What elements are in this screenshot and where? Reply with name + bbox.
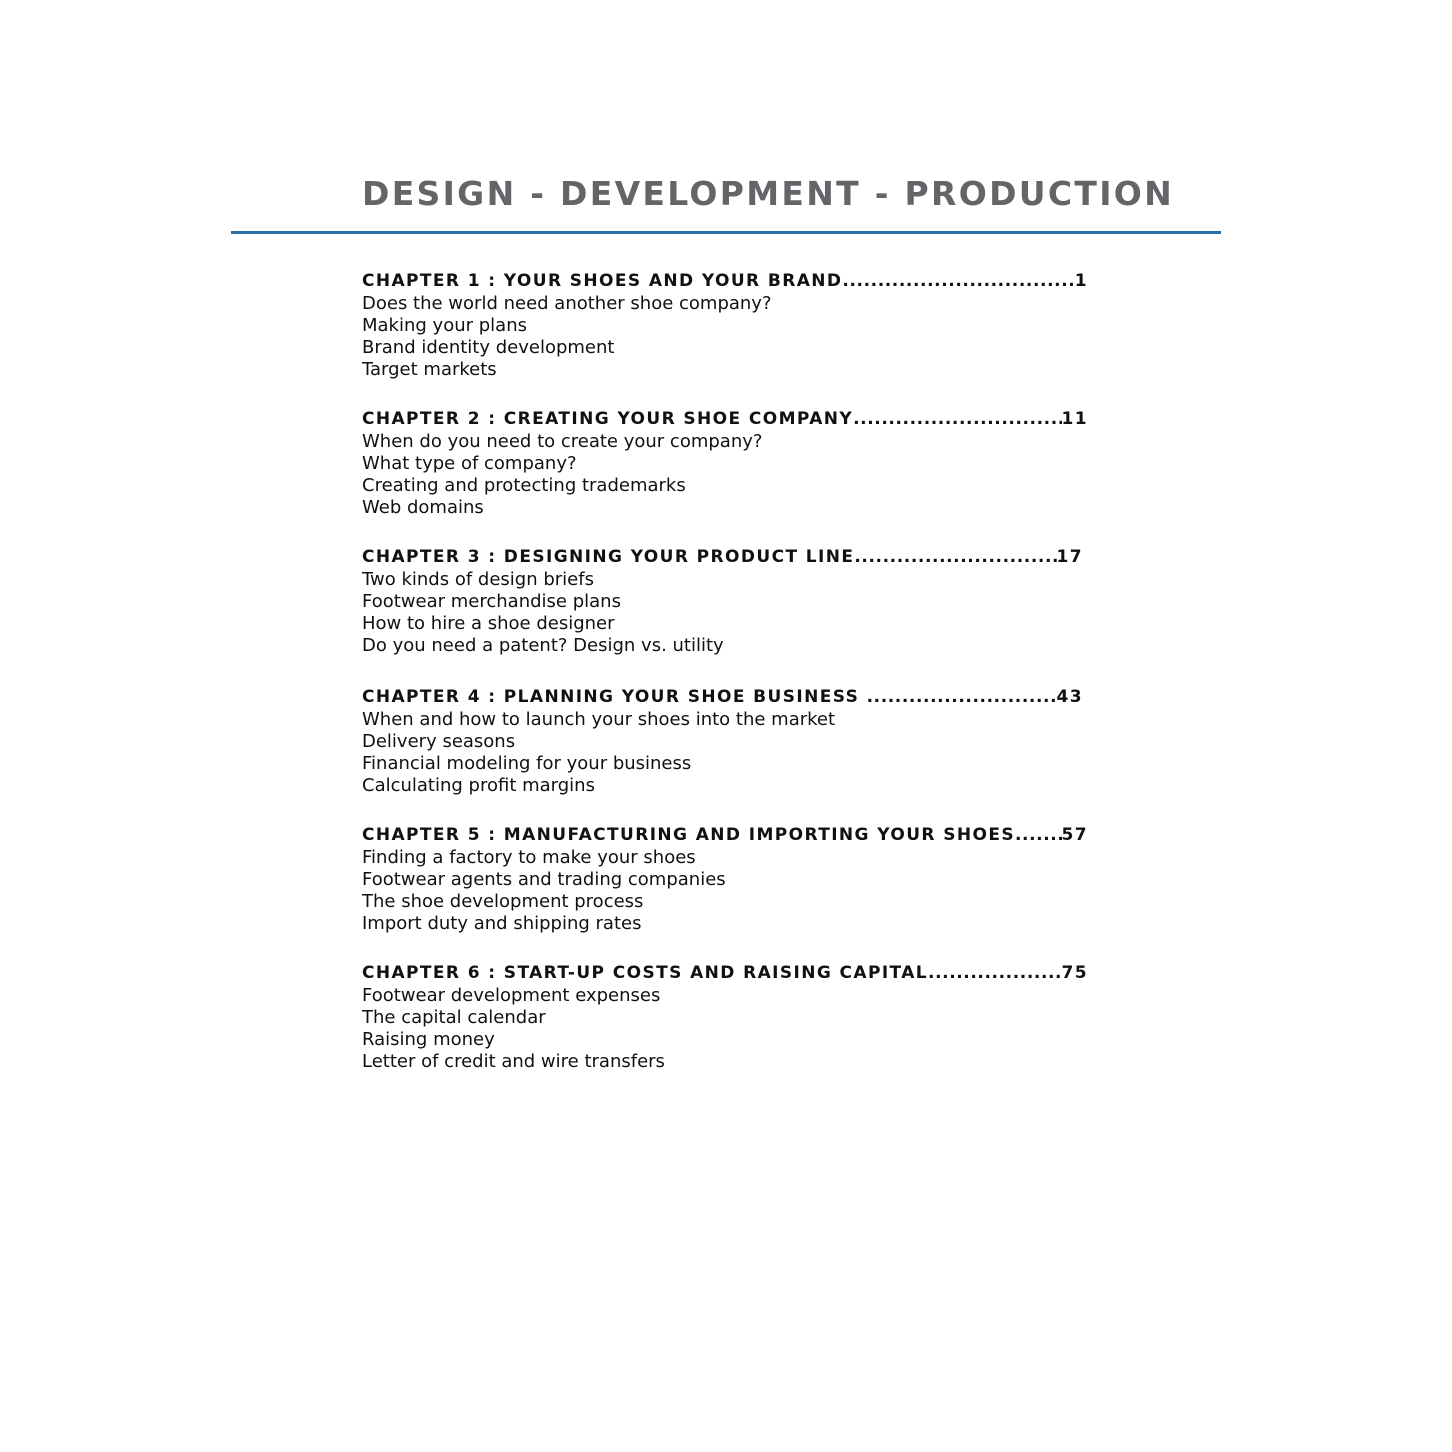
chapter-page-number: 17 xyxy=(1056,547,1083,567)
topic-item: Footwear agents and trading companies xyxy=(362,869,726,890)
page-title: DESIGN - DEVELOPMENT - PRODUCTION xyxy=(362,174,1175,213)
topic-item: Footwear merchandise plans xyxy=(362,591,621,612)
chapter-heading xyxy=(362,961,1088,985)
topic-item: Finding a factory to make your shoes xyxy=(362,847,696,868)
chapter-6 xyxy=(362,961,1088,1073)
dot-leader xyxy=(842,269,1074,293)
chapter-heading xyxy=(362,823,1088,847)
chapter-page-number: 75 xyxy=(1061,963,1088,983)
chapter-title: CHAPTER 4 : PLANNING YOUR SHOE BUSINESS xyxy=(362,687,867,707)
topic-item: The shoe development process xyxy=(362,891,644,912)
chapter-3 xyxy=(362,545,1088,657)
dot-leader xyxy=(853,407,1061,431)
chapter-title: CHAPTER 3 : DESIGNING YOUR PRODUCT LINE xyxy=(362,547,855,567)
topic-item: What type of company? xyxy=(362,453,577,474)
dot-leader xyxy=(1015,823,1062,847)
topic-item: Import duty and shipping rates xyxy=(362,913,642,934)
topic-item: Creating and protecting trademarks xyxy=(362,475,686,496)
chapter-heading xyxy=(362,269,1088,293)
topic-item: Two kinds of design briefs xyxy=(362,569,594,590)
table-of-contents xyxy=(362,269,1088,1099)
title-divider xyxy=(231,231,1221,234)
chapter-title: CHAPTER 6 : START-UP COSTS AND RAISING CAPITAL xyxy=(362,963,929,983)
topic-item: How to hire a shoe designer xyxy=(362,613,615,634)
topic-item: Delivery seasons xyxy=(362,731,516,752)
topic-item: Web domains xyxy=(362,497,484,518)
topic-item: Target markets xyxy=(362,359,497,380)
chapter-5 xyxy=(362,823,1088,935)
topic-item: Financial modeling for your business xyxy=(362,753,692,774)
chapter-heading xyxy=(362,685,1083,709)
chapter-title: CHAPTER 5 : MANUFACTURING AND IMPORTING YOUR SHOES xyxy=(362,825,1015,845)
topic-item: Does the world need another shoe company? xyxy=(362,293,772,314)
chapter-page-number: 1 xyxy=(1074,271,1088,291)
topic-item: Do you need a patent? Design vs. utility xyxy=(362,635,724,656)
topic-item: Calculating profit margins xyxy=(362,775,595,796)
dot-leader xyxy=(867,685,1057,709)
topic-item: Footwear development expenses xyxy=(362,985,661,1006)
chapter-heading xyxy=(362,545,1083,569)
chapter-heading xyxy=(362,407,1088,431)
topic-item: Raising money xyxy=(362,1029,495,1050)
chapter-title: CHAPTER 1 : YOUR SHOES AND YOUR BRAND xyxy=(362,271,843,291)
chapter-page-number: 57 xyxy=(1061,825,1088,845)
dot-leader xyxy=(928,961,1062,985)
topic-item: When and how to launch your shoes into the market xyxy=(362,709,836,730)
chapter-title: CHAPTER 2 : CREATING YOUR SHOE COMPANY xyxy=(362,409,854,429)
chapter-1 xyxy=(362,269,1088,381)
chapter-page-number: 11 xyxy=(1061,409,1088,429)
dot-leader xyxy=(854,545,1056,569)
topic-item: Making your plans xyxy=(362,315,527,336)
chapter-4 xyxy=(362,683,1088,797)
chapter-2 xyxy=(362,407,1088,519)
topic-item: When do you need to create your company? xyxy=(362,431,763,452)
chapter-page-number: 43 xyxy=(1056,687,1083,707)
topic-item: Letter of credit and wire transfers xyxy=(362,1051,665,1072)
topic-item: The capital calendar xyxy=(362,1007,546,1028)
topic-item: Brand identity development xyxy=(362,337,615,358)
